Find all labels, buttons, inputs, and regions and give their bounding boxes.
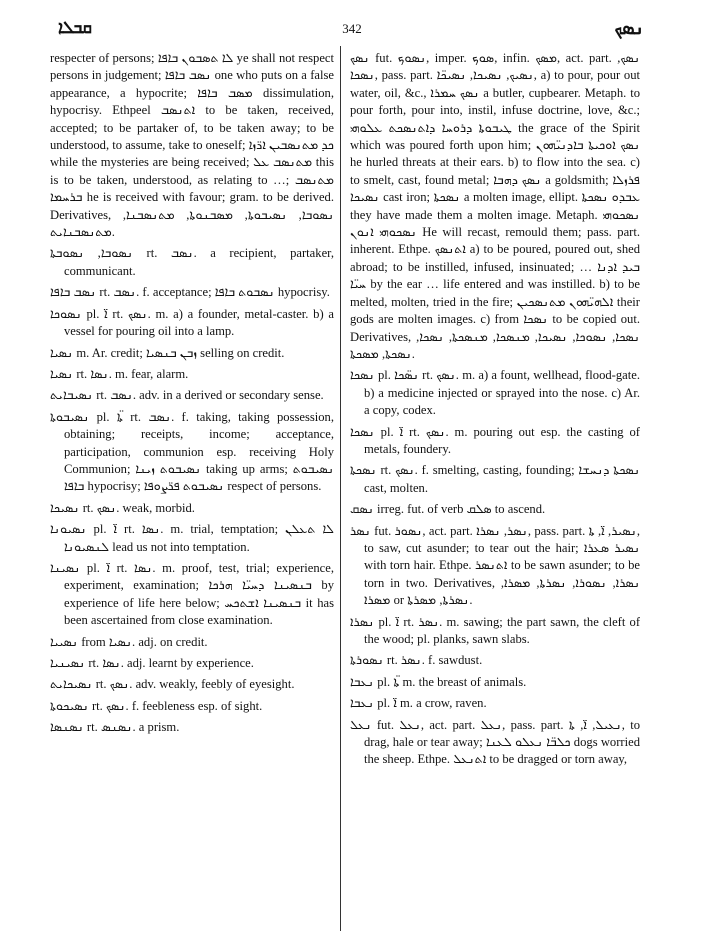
dictionary-entry: ܢܣܢܣܐ rt. ܢܣܢܣ. a prism. — [50, 720, 180, 735]
column-divider — [340, 46, 341, 931]
dictionary-entry: ܢܥܒܐ pl. ܐ̈ m. a crow, raven. — [350, 696, 487, 711]
dictionary-entry: ܢܥܠ fut. ܢܥܠ, act. part. ܢܥܠ, pass. part. ܢܥܝܠ, ܐ̈, ܬܐ, to drag, hale or tear away; ܟܠܒ̈ܐ ܢܥܠܘ ܠܥܢܐ dogs worried the sheep. Ethpe. ܐܬܢܥܠ to be dragged or torn away, — [350, 717, 640, 767]
dictionary-entry: ܢܣܝܒܘܬܐ pl. ܬ̈ܐ rt. ܢܣܒ. f. taking, taking possession, obtaining; receipts, income; acceptance, participation, communion esp. receiving Holy Communion; ܢܣܝܒܘܬ ܙܝܢܐ taking up arms; ܢܣܝܒܘܬ ܒܐܦܐ hypocrisy; ܢܣܝܒܘܬ ܦܪ̈ܨܘܦܐ respect of persons. — [50, 409, 334, 494]
dictionary-entry: ܢܣܒ ܒܐܦܐ rt. ܢܣܒ. f. acceptance; ܢܣܒܘܬ ܒܐܦܐ hypocrisy. — [50, 285, 330, 300]
dictionary-entry: ܢܣܝܐ rt. ܢܣܐ. m. fear, alarm. — [50, 366, 189, 381]
dictionary-entry: ܢܣܝܟܘܬܐ rt. ܢܣܟ. f. feebleness esp. of sight. — [50, 698, 263, 713]
dictionary-entry: ܢܣܪܐ pl. ܐ̈ rt. ܢܣܪ. m. sawing; the part sawn, the cleft of the wood; pl. planks, sawn slabs. — [350, 614, 640, 646]
dictionary-entry: ܢܣܝܢܝܐ rt. ܢܣܐ. adj. learnt by experience. — [50, 656, 254, 670]
dictionary-entry: ܢܣܟ fut. ܢܣܘܟ, imper. ܣܘܟ, infin. ܡܣܟ, act. part. ܢܣܟ, ܢܣܟܐ, pass. part. ܢܣܝܟ, ܢܣܝܟܐ, ܢܣܝܟ̈ܐ, a) to pour, pour out water, oil, &c., ܢܣܟ ܚܡܪܐ a butler, cupbearer. Metaph. to pour forth, pour into, instil, infuse doctrine, love, &c.; ܛܝܒܘܬܐ ܕܪܘܚܐ ܕܐܬܢܣܟܬ ܥܠܘܗܝ the grace of the Spirit which was poured forth upon him; ܢܣܟ ܐܘܟܝܬܐ ܒܐܕܢܝ̈ܗܘܢ he hurled threats at their ears. b) to flow into the sea. c) to smelt, cast, found metal; ܢܣܟ ܕܗܒܐ a goldsmith; ܦܪܙܠܐ ܢܣܝܟܐ cast iron; ܢܣܟܬܐ a molten image, ellipt. ܥܒܕܘ ܢܣܟܬܐ they have made them a molten image. Metaph. ܢܣܟܘܗܝ ܢܣܟܘܗܝ ܐܢܘܢ He will recast, remould them; pass. part. inherent. Ethpe. ܐܬܢܣܟ a) to be poured, poured out, shed abroad; to be instilled, infused, insinuated; ܒܝܕ ܐܕܢܐ … ܚܝ̈ܐ by the ear … life entered and was instilled. b) to be melted, molten, tried in the fire; ܐܠܗܝ̈ܗܘܢ ܡܬܢܣܟܝܢ their gods are molten images. c) from ܢܣܟܐ to be copied out. Derivatives, ܢܣܟܐ, ܢܣܘܟܐ, ܢܣܝܟܐ, ܡܢܣܟܐ, ܡܢܣܟܬܐ, ܢܣܟܐ, ܢܣܟܬܐ, ܡܣܟܬܐ. — [350, 51, 640, 361]
right-column — [350, 50, 640, 935]
dictionary-entry: ܢܣܩ irreg. fut. of verb ܣܠܩ to ascend. — [350, 502, 546, 517]
dictionary-entry: ܢܣܝܟܐ rt. ܢܣܟ. weak, morbid. — [50, 500, 195, 515]
dictionary-entry: ܢܣܟܐ pl. ܐ̈ rt. ܢܣܟ. m. pouring out esp. the casting of metals, foundery. — [350, 424, 640, 456]
dictionary-entry: ܢܣܝܝܐ from ܢܣܝܐ. adj. on credit. — [50, 634, 208, 649]
dictionary-entry: ܢܣܘܟܐ pl. ܐ̈ rt. ܢܣܟ. m. a) a founder, metal-caster. b) a vessel for pouring oil into a lamp. — [50, 306, 334, 339]
dictionary-entry: ܢܣܪ fut. ܢܣܘܪ, act. part. ܢܣܪ, ܢܣܪܐ, pass. part. ܢܣܝܪ, ܐ̈, ܬܐ, to saw, cut asunder; to tear out the hair; ܢܣܝܪ ܣܥܪܐ with torn hair. Ethpe. ܐܬܢܣܪ to be sawn asunder; to be torn in two. Derivatives, ܢܣܪܐ, ܢܣܘܪܐ, ܢܣܪܬܐ, ܡܣܪܐ, ܡܣܪܐ or ܢܣܪܬܐ, ܡܣܪܬܐ. — [350, 523, 640, 608]
header-right-catchword: ܢܣܟ — [614, 18, 644, 39]
dictionary-entry: ܢܥܒܐ pl. ܬ̈ܐ m. the breast of animals. — [350, 674, 527, 689]
dictionary-entry: ܢܣܘܒܐ, ܢܣܘܒܬܐ rt. ܢܣܒ. a recipient, partaker, communicant. — [50, 246, 334, 278]
dictionary-entry: ܢܣܘܪܬܐ rt. ܢܣܪ. f. sawdust. — [350, 653, 483, 668]
dictionary-entry: ܢܣܟܐ pl. ܢܣ̈ܟܐ rt. ܢܣܟ. m. a) a fount, wellhead, flood-gate. b) a medicine injected or sprayed into the nose. c) Ar. a copy, codex. — [350, 368, 640, 418]
dictionary-entry: ܢܣܝܘܢܐ pl. ܐ̈ rt. ܢܣܐ. m. trial, temptation; ܠܐ ܬܥܠܢ ܠܢܣܝܘܢܐ lead us not into temptation. — [50, 522, 334, 554]
dictionary-entry: ܢܣܝܟܐܝܬ rt. ܢܣܟ. adv. weakly, feebly of eyesight. — [50, 677, 295, 692]
page-header — [0, 18, 704, 44]
dictionary-entry: ܢܣܝܒܐܝܬ rt. ܢܣܒ. adv. in a derived or secondary sense. — [50, 388, 324, 403]
page-number: 342 — [342, 21, 362, 36]
dictionary-entry: respecter of persons; ܠܐ ܬܣܒܘܢ ܒܐܦܐ ye shall not respect persons in judgement; ܢܣܒ ܒܐܦܐ one who puts on a false appearance, a hypocrite; ܡܣܒ ܒܐܦܐ dissimulation, hypocrisy. Ethpeel ܐܬܢܣܒ to be taken, received, accepted; to be partaker of, to be taken away; to be understood, to assume, take to oneself; ܟܕ ܡܬܢܣܒܝܢ ܐܪ̈ܙܐ while the mysteries are being received; ܡܬܢܣܒ ܥܠ this is to be taken, understood, as relating to …; ܡܬܢܣܒ ܒܪܚܡܐ he is received with favour; gram. to be derived. Derivatives, ܢܣܘܒܐ, ܢܣܝܒܘܬܐ, ܡܣܒܢܘܬܐ, ܡܬܢܣܒܢܐ, ܡܬܢܣܒܢܐܝܬ. — [50, 51, 334, 240]
dictionary-entry: ܢܣܝܢܐ pl. ܐ̈ rt. ܢܣܐ. m. proof, test, trial; experience, experiment, examination; ܒܢܣܝܢܐ ܕܚܝ̈ܐ ܗܪܟܐ by experience of life here below; ܒܢܣܝܢܐ ܐܫܬܟܚ it has been ascertained from close examination. — [50, 560, 334, 628]
dictionary-entry: ܢܣܟܬܐ rt. ܢܣܟ. f. smelting, casting, founding; ܢܣܟܬܐ ܕܢܚܫܐ cast, molten. — [350, 463, 640, 495]
dictionary-entry: ܢܣܝܐ m. Ar. credit; ܙܒܢ ܒܢܣܝܐ selling on credit. — [50, 345, 285, 360]
header-left-catchword: ܩܒܠܐ — [58, 18, 92, 37]
left-column — [50, 50, 334, 935]
